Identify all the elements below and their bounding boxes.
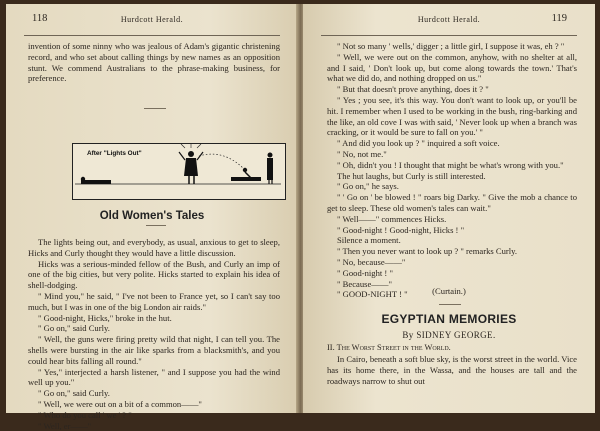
egyptian-article-body <box>327 354 577 386</box>
right-page <box>303 4 595 413</box>
paragraph: " Go on," said Curly. <box>38 388 110 399</box>
paragraph: " Good-night ! " <box>337 267 393 278</box>
paragraph: " ' Go on ' be blowed ! " roars big Darky. " Give the mob a chance to get to sleep. These old women's tales can wait." <box>327 192 577 213</box>
book-spread <box>6 4 595 431</box>
paragraph: The lights being out, and everybody, as usual, anxious to get to sleep, Hicks and Curly thought they would have a little discussion. <box>28 237 280 258</box>
paragraph: In Cairo, beneath a soft blue sky, is the worst street in the world. Vice has its home there, in the Wassa, and the houses are tall and the roadways narrow to shut out <box>327 354 577 386</box>
paragraph: " No, because——" <box>337 256 406 267</box>
left-opening-paragraph <box>28 41 280 84</box>
right-separator <box>439 304 461 305</box>
paragraph: The hut laughs, but Curly is still interested. <box>337 170 486 181</box>
paragraph: " Yes ; you see, it's this way. You don't want to look up, or you'll be hit. I remember when I used to be working in the bush, ring-barking and the like, an old cove I was with said, ' Never look up when a branch was cracking, or it would be sure to fall on you.' " <box>327 94 577 138</box>
left-page <box>6 4 298 431</box>
left-separator <box>144 108 166 109</box>
paragraph: " Who do you call ' we ' ? " <box>38 409 132 420</box>
right-page-number: 119 <box>551 13 567 24</box>
right-article-body <box>327 41 577 300</box>
paragraph: " Good-night, Hicks," broke in the hut. <box>38 312 172 323</box>
left-header-rule <box>24 35 280 36</box>
paragraph: " Well, we were out on a bit of a common——" <box>38 398 202 409</box>
paragraph: " But that doesn't prove anything, does it ? " <box>337 84 489 95</box>
section-title: Old Women's Tales <box>99 210 205 222</box>
paragraph: " Because——" <box>337 278 392 289</box>
paragraph: " Well, we were out on the common, anyhow, with no shelter at all, and I said, ' Don't look up, but come along towards the town.' That's what we did do, and nothing dropped on us." <box>327 51 577 84</box>
paragraph: " Well, the guns were firing pretty wild that night, I can tell you. The shells were bursting in the air like sparks from a blacksmith's, and you could hear bits falling all round." <box>28 334 280 366</box>
right-header-rule <box>321 35 577 36</box>
paragraph: " Go on," he says. <box>337 181 399 192</box>
article-title: EGYPTIAN MEMORIES <box>381 312 517 326</box>
paragraph: " Well, er——" <box>38 420 92 431</box>
paragraph: " Go on," said Curly. <box>38 323 110 334</box>
left-page-number: 118 <box>32 13 48 24</box>
paragraph: " Mind you," he said, " I've not been to France yet, so I can't say too much, but I was in one of the big London air raids." <box>28 290 280 312</box>
paragraph: Hicks was a serious-minded fellow of the Bush, and Curly an imp of one of the big cities, but very polite. Hicks started to explain his idea of shell-dodging. <box>28 258 280 291</box>
section-title-rule <box>146 225 166 226</box>
paragraph: " Oh, didn't you ! I thought that might be what's wrong with you." <box>337 159 564 170</box>
cartoon-illustration <box>72 143 286 200</box>
right-running-title: Hurdcott Herald. <box>417 15 481 24</box>
paragraph: Silence a moment. <box>337 235 401 246</box>
paragraph: " No, not me." <box>337 148 387 159</box>
paragraph: " Yes," interjected a harsh listener, " and I suppose you had the wind well up you." <box>28 366 280 388</box>
chapter-heading: II. The Worst Street in the World. <box>327 343 451 352</box>
paragraph: " Then you never want to look up ? " remarks Curly. <box>337 246 518 257</box>
curtain-note: (Curtain.) <box>432 286 466 296</box>
opening-paragraph-text: invention of some ninny who was jealous of Adam's gigantic christening record, and who set about calling things by new names as an opposition stunt. We commend Australians to the phrase-making business, for preference. <box>28 41 280 84</box>
article-byline: By SIDNEY GEORGE. <box>402 330 496 340</box>
left-article-body <box>28 237 280 431</box>
paragraph: " Well——" commences Hicks. <box>337 213 447 224</box>
paragraph: " Good-night ! Good-night, Hicks ! " <box>337 224 465 235</box>
paragraph: " Not so many ' wells,' digger ; a little girl, I suppose it was, eh ? " <box>337 41 565 51</box>
cartoon-caption: After "Lights Out" <box>87 150 142 157</box>
left-running-title: Hurdcott Herald. <box>120 15 184 24</box>
paragraph: " GOOD-NIGHT ! " <box>337 289 408 300</box>
paragraph: " And did you look up ? " inquired a soft voice. <box>337 138 500 149</box>
